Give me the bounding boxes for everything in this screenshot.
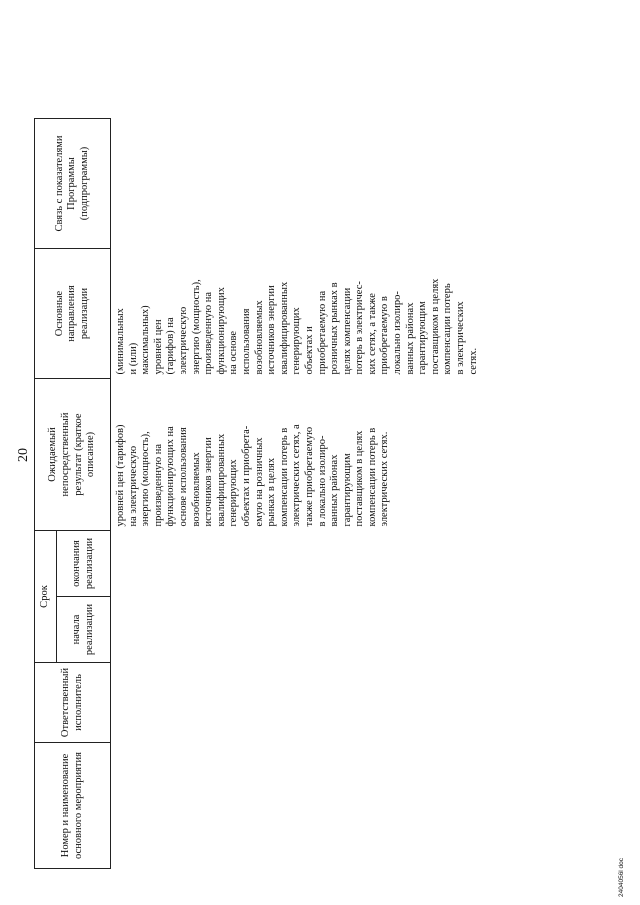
header-link: Связь с показателями Программы (подпрограммы) xyxy=(35,119,111,249)
cell-executor xyxy=(111,663,481,743)
cell-start xyxy=(111,597,481,663)
cell-measure xyxy=(111,743,481,869)
header-start: начала реализации xyxy=(57,597,111,663)
page-number: 20 xyxy=(16,448,31,462)
header-executor: Ответственный исполнитель xyxy=(35,663,111,743)
measures-table xyxy=(34,118,480,869)
cell-link xyxy=(111,119,481,249)
header-directions: Основные направления реализации xyxy=(35,249,111,379)
header-term: Срок xyxy=(35,531,57,663)
cell-directions: (минимальных и (или) максимальных) уровней цен (тарифов) на электрическую энергию (мощность), произведенную на функционирующих на основе использования возобновляемых источников энергии квалифицированных генерирующих объектах и приобретаемую на розничных рынках в целях компенсации потерь в электричес- ких сетях, а также приобретаемую в локально изолиро- ванных районах гарантирующим поставщиком в целях компенсации потерь в электрических сетях. xyxy=(115,278,479,375)
table-row xyxy=(111,119,481,869)
cell-end xyxy=(111,531,481,597)
document-id: 2404056l doc xyxy=(618,857,625,897)
header-measure: Номер и наименование основного мероприятия xyxy=(35,743,111,869)
header-result: Ожидаемый непосредственный результат (краткое описание) xyxy=(35,379,111,531)
cell-result: уровней цен (тарифов) на электрическую энергию (мощность), произведенную на функционирующих на основе использования возобновляемых источников энергии квалифицированных генерирующих объектах и приобрета- емую на розничных рынках в целях компенсации потерь в электрических сетях, а также приобретаемую в локально изолиро- ванных районах гарантирующим поставщиком в целях компенсации потерь в электрических сетях. xyxy=(115,424,391,527)
header-end: окончания реализации xyxy=(57,531,111,597)
